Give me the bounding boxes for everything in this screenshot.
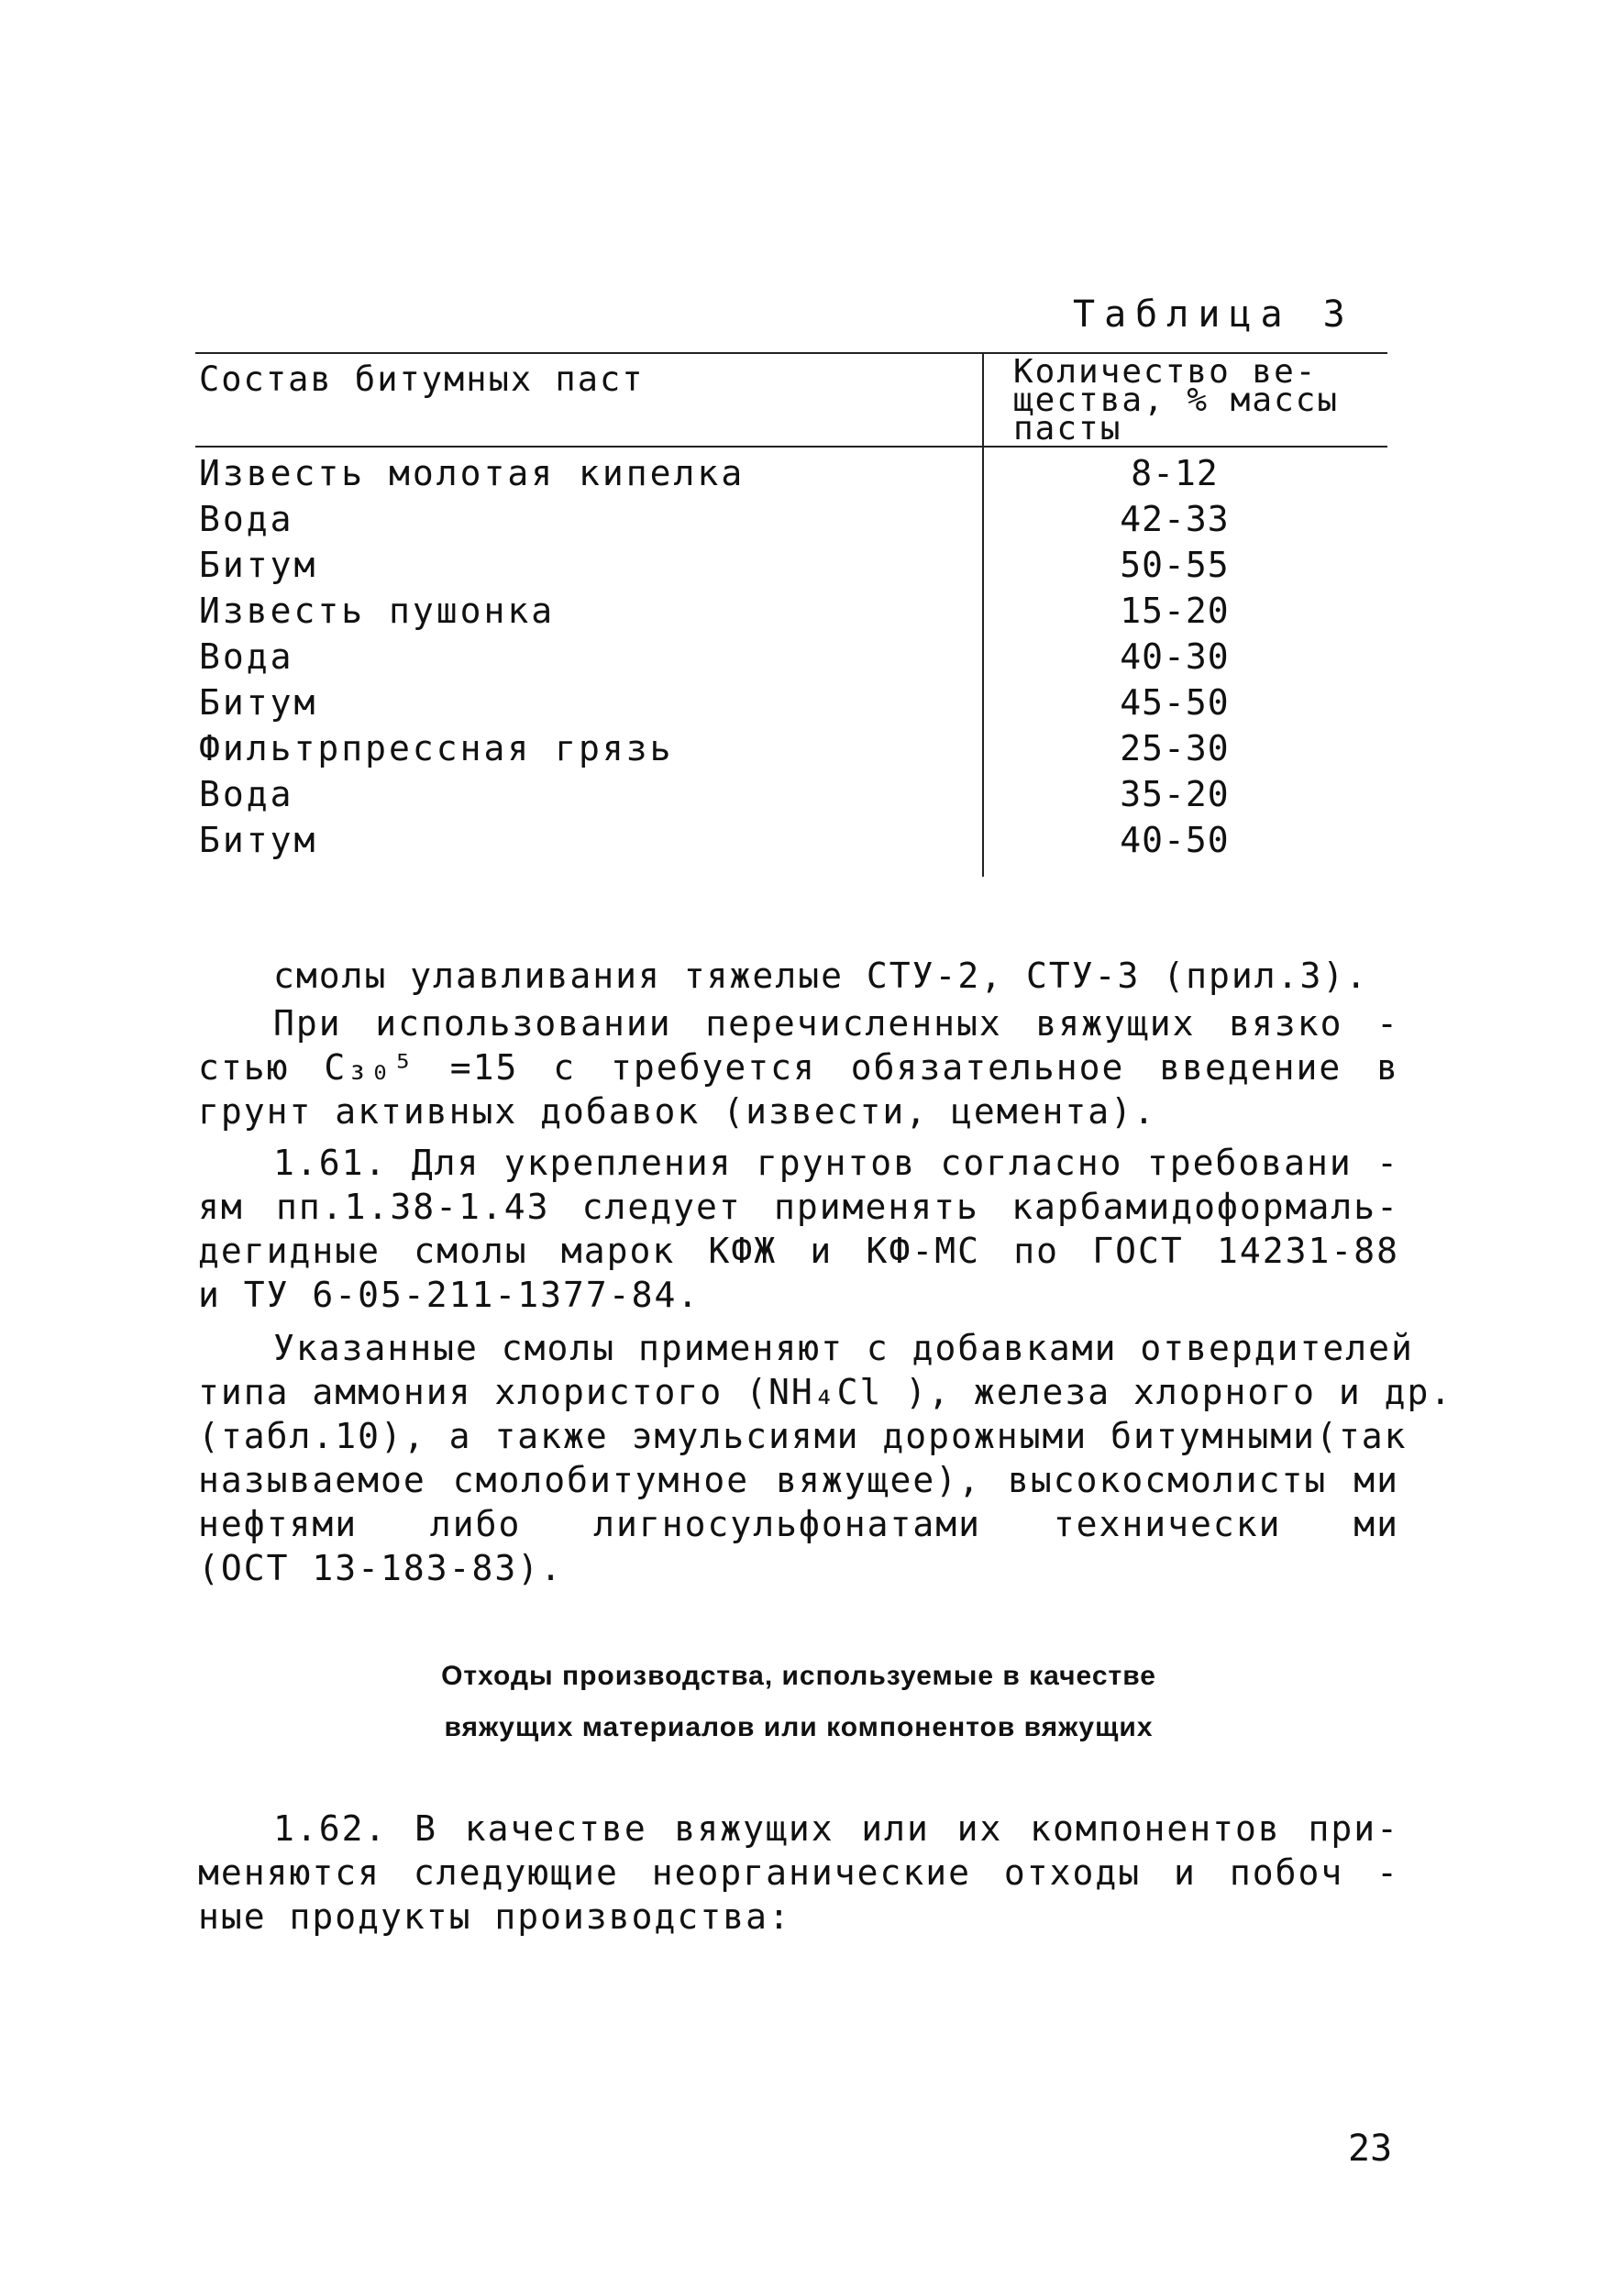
row-amount: 50-55	[1120, 545, 1230, 585]
row-amount: 15-20	[1120, 591, 1230, 631]
text-line: меняются следующие неорганические отходы и побоч -	[198, 1852, 1399, 1893]
heading-line: вяжущих материалов или компонентов вяжущих	[444, 1712, 1154, 1742]
table-row	[195, 451, 1387, 497]
table-row	[195, 772, 1387, 818]
text-line: грунт активных добавок (извести, цемента).	[198, 1091, 1156, 1132]
table-caption: Таблица 3	[1073, 293, 1354, 336]
bitumen-paste-table	[195, 347, 1387, 879]
heading-line: Отходы производства, используемые в качестве	[441, 1661, 1156, 1691]
table-header-amount-line: Количество ве-	[1013, 353, 1318, 391]
page-number: 23	[1348, 2128, 1393, 2170]
row-amount: 8-12	[1131, 453, 1219, 493]
text-line: нефтями либо лигносульфонатами технически ми	[198, 1504, 1399, 1544]
text-line: стью C₃₀⁵ =15 с требуется обязательное введение в	[198, 1047, 1399, 1088]
paragraph-1-61	[198, 1141, 1399, 1317]
text-line: Указанные смолы применяют с добавками отвердителей	[273, 1328, 1414, 1368]
text-line: 1.62. В качестве вяжущих или их компонентов при-	[273, 1808, 1399, 1849]
section-heading	[198, 1651, 1399, 1753]
row-component: Битум	[199, 820, 318, 860]
row-component: Известь пушонка	[199, 591, 556, 631]
row-amount: 45-50	[1120, 682, 1230, 723]
table-row	[195, 726, 1387, 772]
row-amount: 40-50	[1120, 820, 1230, 860]
paragraph-1-62	[198, 1807, 1399, 1939]
table-row	[195, 635, 1387, 680]
text-line: При использовании перечисленных вяжущих вязко -	[273, 1003, 1399, 1044]
text-line: (табл.10), а также эмульсиями дорожными битумными(так	[198, 1416, 1408, 1456]
row-amount: 35-20	[1120, 774, 1230, 814]
text-line: ные продукты производства:	[198, 1896, 791, 1937]
paragraph-viscosity	[198, 1001, 1399, 1133]
row-component: Вода	[199, 499, 294, 539]
text-line: 1.61. Для укрепления грунтов согласно требовани -	[273, 1143, 1399, 1183]
row-component: Вода	[199, 774, 294, 814]
table-row	[195, 543, 1387, 589]
row-component: Вода	[199, 636, 294, 677]
paragraph-resins: смолы улавливания тяжелые СТУ-2, СТУ-3 (прил.3).	[273, 956, 1369, 996]
row-component: Фильтрпрессная грязь	[199, 728, 674, 768]
paragraph-hardeners	[198, 1326, 1453, 1590]
row-component: Известь молотая кипелка	[199, 453, 746, 493]
text-line: дегидные смолы марок КФЖ и КФ-МС по ГОСТ 14231-88	[198, 1231, 1399, 1271]
table-header-amount-line: щества, % массы	[1013, 381, 1340, 419]
table-body	[195, 451, 1387, 864]
table-header-amount	[1013, 353, 1389, 448]
row-amount: 42-33	[1120, 499, 1230, 539]
row-amount: 40-30	[1120, 636, 1230, 677]
text-line: и ТУ 6-05-211-1377-84.	[198, 1275, 701, 1315]
text-line: (ОСТ 13-183-83).	[198, 1548, 564, 1588]
text-line: типа аммония хлористого (NH₄Cl ), железа хлорного и др.	[198, 1372, 1453, 1412]
table-header-rule	[195, 446, 1387, 448]
text-line: ям пп.1.38-1.43 следует применять карбамидоформаль-	[198, 1187, 1399, 1227]
table-row	[195, 497, 1387, 543]
row-amount: 25-30	[1120, 728, 1230, 768]
text-line: называемое смолобитумное вяжущее), высокосмолисты ми	[198, 1460, 1399, 1500]
table-row	[195, 589, 1387, 635]
table-header-composition: Состав битумных паст	[199, 359, 645, 399]
table-row	[195, 680, 1387, 726]
table-header-amount-line: пасты	[1013, 410, 1122, 448]
row-component: Битум	[199, 545, 318, 585]
row-component: Битум	[199, 682, 318, 723]
table-row	[195, 818, 1387, 864]
